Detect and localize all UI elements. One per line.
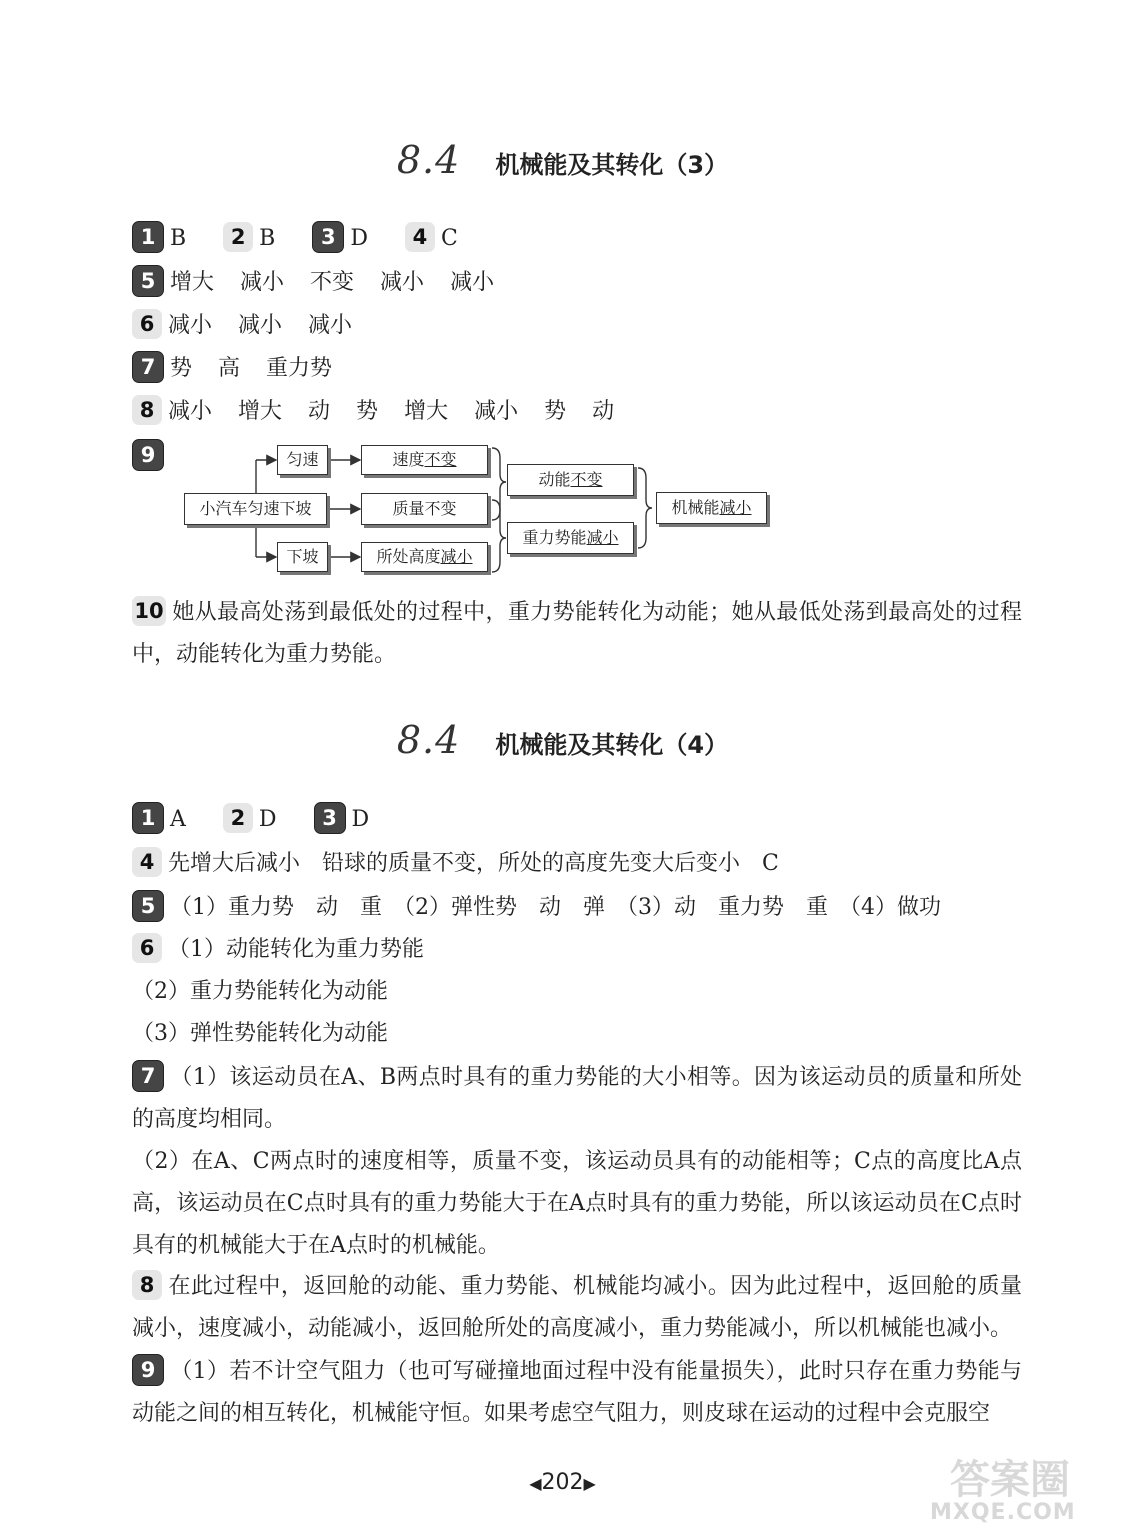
- answer-5: [132, 887, 1032, 929]
- answer-text: 高: [218, 356, 241, 381]
- question-badge: 9: [132, 1354, 164, 1386]
- left-triangle-icon: ◀: [529, 1474, 542, 1493]
- box-text-underlined: 减小: [719, 498, 752, 517]
- section-number: 8.4: [396, 138, 461, 182]
- answer-text: 势: [356, 399, 379, 424]
- question-badge: 3: [314, 802, 346, 834]
- answer-text: 先增大后减小 铅球的质量不变，所处的高度先变大后变小 C: [168, 851, 779, 876]
- box-text: 速度: [392, 450, 425, 469]
- answer-text: 势: [544, 399, 567, 424]
- question-badge: 6: [132, 309, 162, 339]
- flow-result-box: [507, 522, 634, 554]
- question-badge: 4: [132, 847, 162, 877]
- flow-branch-box: 下坡: [277, 542, 328, 572]
- question-badge: 10: [132, 596, 166, 626]
- answer-10: [132, 592, 1022, 676]
- flow-middle-box: 质量不变: [361, 493, 488, 525]
- flow-branch-box: 匀速: [277, 445, 328, 475]
- section-number: 8.4: [396, 718, 461, 762]
- answer-text: 动: [592, 399, 615, 424]
- answer-text: 减小: [474, 399, 519, 424]
- answer-text: 减小: [238, 313, 283, 338]
- answer-9: [132, 1351, 1022, 1435]
- section-title: 机械能及其转化（3）: [495, 151, 729, 179]
- watermark-url: MXQE.COM: [930, 1500, 1076, 1525]
- brace: [492, 448, 506, 520]
- answer-text: 增大: [404, 399, 449, 424]
- answer-7: [132, 1057, 1022, 1141]
- brace: [492, 500, 506, 572]
- box-text-underlined: 不变: [570, 470, 603, 489]
- flow-middle-box: [361, 445, 488, 475]
- question-badge: 8: [132, 395, 162, 425]
- answer-text: 势: [170, 356, 193, 381]
- box-text: 重力势能: [522, 528, 587, 547]
- answer-6: [132, 929, 1032, 971]
- answer-text: 减小: [240, 270, 285, 295]
- brace: [638, 468, 652, 548]
- box-text-underlined: 减小: [586, 528, 619, 547]
- box-text: 所处高度: [376, 547, 441, 566]
- flow-root-box: 小汽车匀速下坡: [184, 493, 327, 525]
- question-badge: 1: [132, 802, 164, 834]
- answer-text: 增大: [170, 270, 215, 295]
- question-badge: 1: [132, 221, 164, 253]
- question-badge: 7: [132, 351, 164, 383]
- answer-text: 重力势: [266, 356, 333, 381]
- question-badge: 6: [132, 933, 162, 963]
- answer-4: [132, 843, 1032, 885]
- answer-text: （1）若不计空气阻力（也可写碰撞地面过程中没有能量损失），此时只存在重力势能与动能之间的相互转化，机械能守恒。如果考虑空气阻力，则皮球在运动的过程中会克服空: [132, 1359, 1022, 1426]
- page-number-text: 202: [541, 1470, 584, 1495]
- answer-8: [132, 1266, 1022, 1350]
- answer-text: 减小: [380, 270, 425, 295]
- section-title: 机械能及其转化（4）: [495, 731, 729, 759]
- flow-diagram-connectors: [0, 0, 1125, 600]
- box-text-underlined: 不变: [424, 450, 457, 469]
- answer-text: 动: [308, 399, 331, 424]
- answer-6-part-2: （2）重力势能转化为动能: [132, 979, 388, 1004]
- flow-middle-box: [361, 542, 488, 572]
- flow-result-box: [507, 464, 634, 496]
- answer-text: D: [258, 807, 277, 832]
- answer-text: D: [351, 807, 370, 832]
- answer-text: 减小: [308, 313, 353, 338]
- question-badge: 4: [405, 222, 435, 252]
- question-badge: 3: [312, 221, 344, 253]
- answer-text: 减小: [168, 399, 213, 424]
- question-badge: 7: [132, 1060, 164, 1092]
- answer-7-part-2: （2）在A、C两点时的速度相等，质量不变，该运动员具有的动能相等；C点的高度比A点高，该运动员在C点时具有的重力势能大于在A点时具有的重力势能，所以该运动员在C点时具有的机械能大于在A点时的机械能。: [132, 1149, 1022, 1258]
- answer-text: D: [350, 226, 368, 251]
- question-badge: 5: [132, 890, 164, 922]
- answer-text: 减小: [450, 270, 495, 295]
- box-text-underlined: 减小: [440, 547, 473, 566]
- answer-text: （1）动能转化为重力势能: [168, 937, 424, 962]
- answer-text: 她从最高处荡到最低处的过程中，重力势能转化为动能；她从最低处荡到最高处的过程中，动能转化为重力势能。: [132, 600, 1022, 667]
- answer-text: 在此过程中，返回舱的动能、重力势能、机械能均减小。因为此过程中，返回舱的质量减小，速度减小，动能减小，返回舱所处的高度减小，重力势能减小，所以机械能也减小。: [132, 1274, 1022, 1341]
- section-heading-4: [0, 718, 1125, 762]
- box-text: 机械能: [671, 498, 720, 517]
- question-badge: 2: [223, 803, 253, 833]
- answer-text: （1）该运动员在A、B两点时具有的重力势能的大小相等。因为该运动员的质量和所处的高度均相同。: [132, 1065, 1022, 1132]
- question-badge: 5: [132, 265, 164, 297]
- answers-1-3: [132, 799, 1032, 841]
- question-badge: 9: [132, 439, 164, 471]
- answer-text: （1）重力势 动 重 （2）弹性势 动 弹 （3）动 重力势 重 （4）做功: [170, 895, 941, 920]
- answer-6-part-3: （3）弹性势能转化为动能: [132, 1021, 388, 1046]
- flow-final-box: [656, 492, 767, 524]
- question-badge: 2: [223, 222, 253, 252]
- answer-text: A: [170, 807, 186, 832]
- box-text: 动能: [538, 470, 571, 489]
- answer-text: B: [170, 226, 187, 251]
- answer-text: 减小: [168, 313, 213, 338]
- answer-text: 不变: [310, 270, 355, 295]
- watermark-logo: 答案圈: [950, 1457, 1070, 1503]
- right-triangle-icon: ▶: [583, 1474, 596, 1493]
- answer-text: C: [440, 226, 458, 251]
- question-badge: 8: [132, 1270, 162, 1300]
- answer-text: 增大: [238, 399, 283, 424]
- answer-text: B: [259, 226, 276, 251]
